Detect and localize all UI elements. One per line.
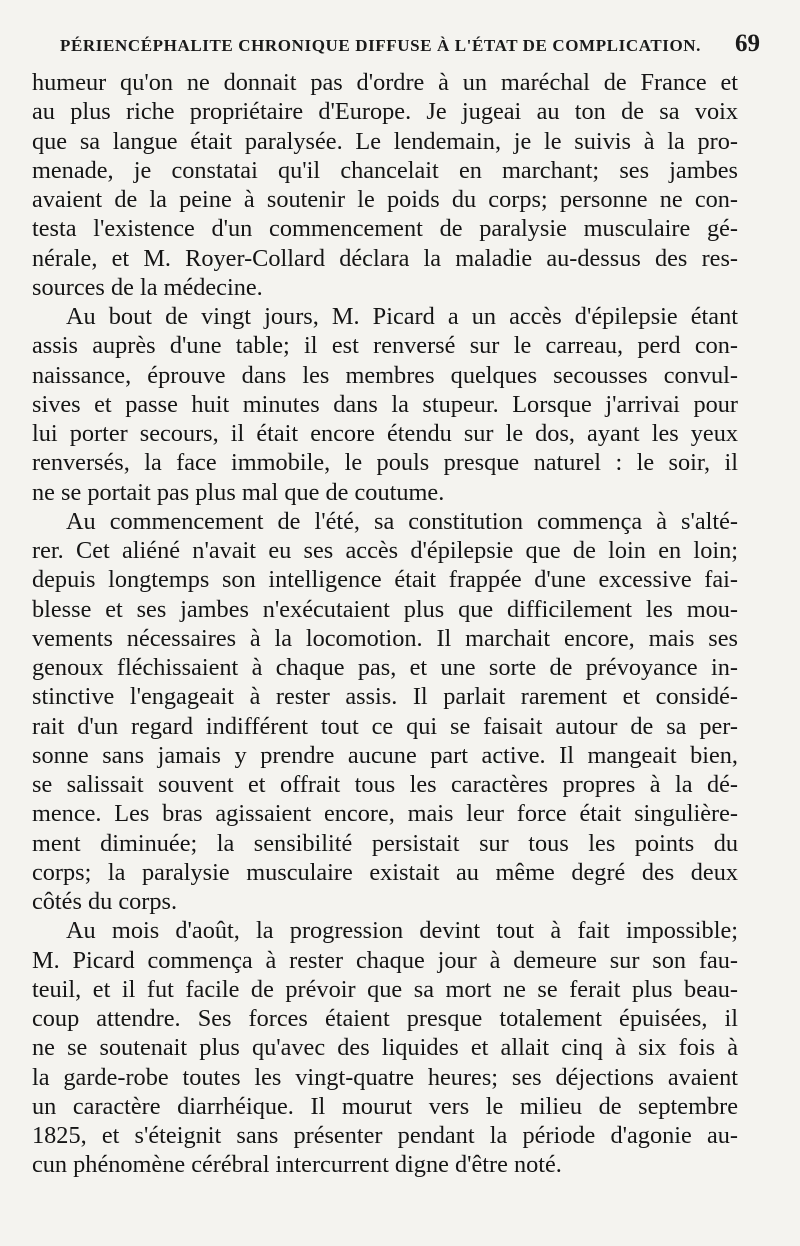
text-line: naissance, éprouve dans les membres quelques secousses convul-: [32, 361, 738, 389]
text-line: mence. Les bras agissaient encore, mais leur force était singulière-: [32, 800, 738, 828]
text-line: avaient de la peine à soutenir le poids du corps; personne ne con-: [32, 186, 738, 213]
text-line: que sa langue était paralysée. Le lendemain, je le suivis à la pro-: [32, 127, 738, 155]
text-line: teuil, et il fut facile de prévoir que sa mort ne se ferait plus beau-: [32, 975, 738, 1003]
text-line: 1825, et s'éteignit sans présenter pendant la période d'agonie au-: [32, 1122, 738, 1149]
text-line: nérale, et M. Royer-Collard déclara la maladie au-dessus des res-: [32, 244, 738, 272]
text-line: assis auprès d'une table; il est renversé sur le carreau, perd con-: [32, 332, 738, 360]
text-line: menade, je constatai qu'il chancelait en marchant; ses jambes: [32, 156, 738, 184]
text-line: coup attendre. Ses forces étaient presque totalement épuisées, il: [32, 1005, 738, 1032]
paragraph: [32, 916, 738, 1179]
running-head: PÉRIENCÉPHALITE CHRONIQUE DIFFUSE À L'ÉTAT DE COMPLICATION.: [60, 36, 702, 55]
text-line: blesse et ses jambes n'exécutaient plus que difficilement les mou-: [32, 595, 738, 623]
text-line: rait d'un regard indifférent tout ce qui se faisait autour de sa per-: [32, 712, 738, 740]
text-line: ne se soutenait plus qu'avec des liquides et allait cinq à six fois à: [32, 1034, 738, 1062]
text-line: cun phénomène cérébral intercurrent digne d'être noté.: [32, 1151, 562, 1179]
text-line: vements nécessaires à la locomotion. Il marchait encore, mais ses: [32, 624, 738, 652]
text-line: sives et passe huit minutes dans la stupeur. Lorsque j'arrivai pour: [32, 390, 738, 418]
text-line: ment diminuée; la sensibilité persistait sur tous les points du: [32, 829, 738, 857]
text-line: au plus riche propriétaire d'Europe. Je jugeai au ton de sa voix: [32, 98, 738, 126]
text-line: se salissait souvent et offrait tous les caractères propres à la dé-: [32, 771, 738, 798]
text-line: lui porter secours, il était encore étendu sur le dos, ayant les yeux: [32, 420, 738, 447]
text-line: sonne sans jamais y prendre aucune part active. Il mangeait bien,: [32, 741, 738, 769]
page-header: [32, 30, 760, 66]
text-line: stinctive l'engageait à rester assis. Il parlait rarement et considé-: [32, 683, 738, 711]
text-line: renversés, la face immobile, le pouls presque naturel : le soir, il: [32, 449, 738, 477]
page-number: 69: [735, 30, 760, 57]
text-line: M. Picard commença à rester chaque jour à demeure sur son fau-: [32, 946, 738, 974]
text-line: corps; la paralysie musculaire existait au même degré des deux: [32, 858, 738, 886]
text-line: genoux fléchissaient à chaque pas, et une sorte de prévoyance in-: [32, 654, 738, 681]
text-line: Au bout de vingt jours, M. Picard a un accès d'épilepsie étant: [66, 303, 738, 330]
text-line: Au mois d'août, la progression devint tout à fait impossible;: [66, 917, 738, 945]
text-line: la garde-robe toutes les vingt-quatre heures; ses déjections avaient: [32, 1063, 738, 1091]
paragraph: [32, 302, 738, 507]
text-line: Au commencement de l'été, sa constitution commença à s'alté-: [66, 507, 738, 535]
text-line: un caractère diarrhéique. Il mourut vers le milieu de septembre: [32, 1092, 738, 1120]
text-line: humeur qu'on ne donnait pas d'ordre à un maréchal de France et: [32, 69, 738, 96]
body-text: [32, 68, 738, 1180]
text-line: rer. Cet aliéné n'avait eu ses accès d'épilepsie que de loin en loin;: [32, 537, 738, 564]
paragraph: [32, 68, 738, 302]
text-line: côtés du corps.: [32, 888, 178, 915]
paragraph: [32, 507, 738, 917]
text-line: testa l'existence d'un commencement de paralysie musculaire gé-: [32, 215, 738, 243]
text-line: ne se portait pas plus mal que de coutume.: [32, 478, 445, 506]
text-line: depuis longtemps son intelligence était frappée d'une excessive fai-: [32, 566, 738, 594]
text-line: sources de la médecine.: [32, 273, 263, 301]
